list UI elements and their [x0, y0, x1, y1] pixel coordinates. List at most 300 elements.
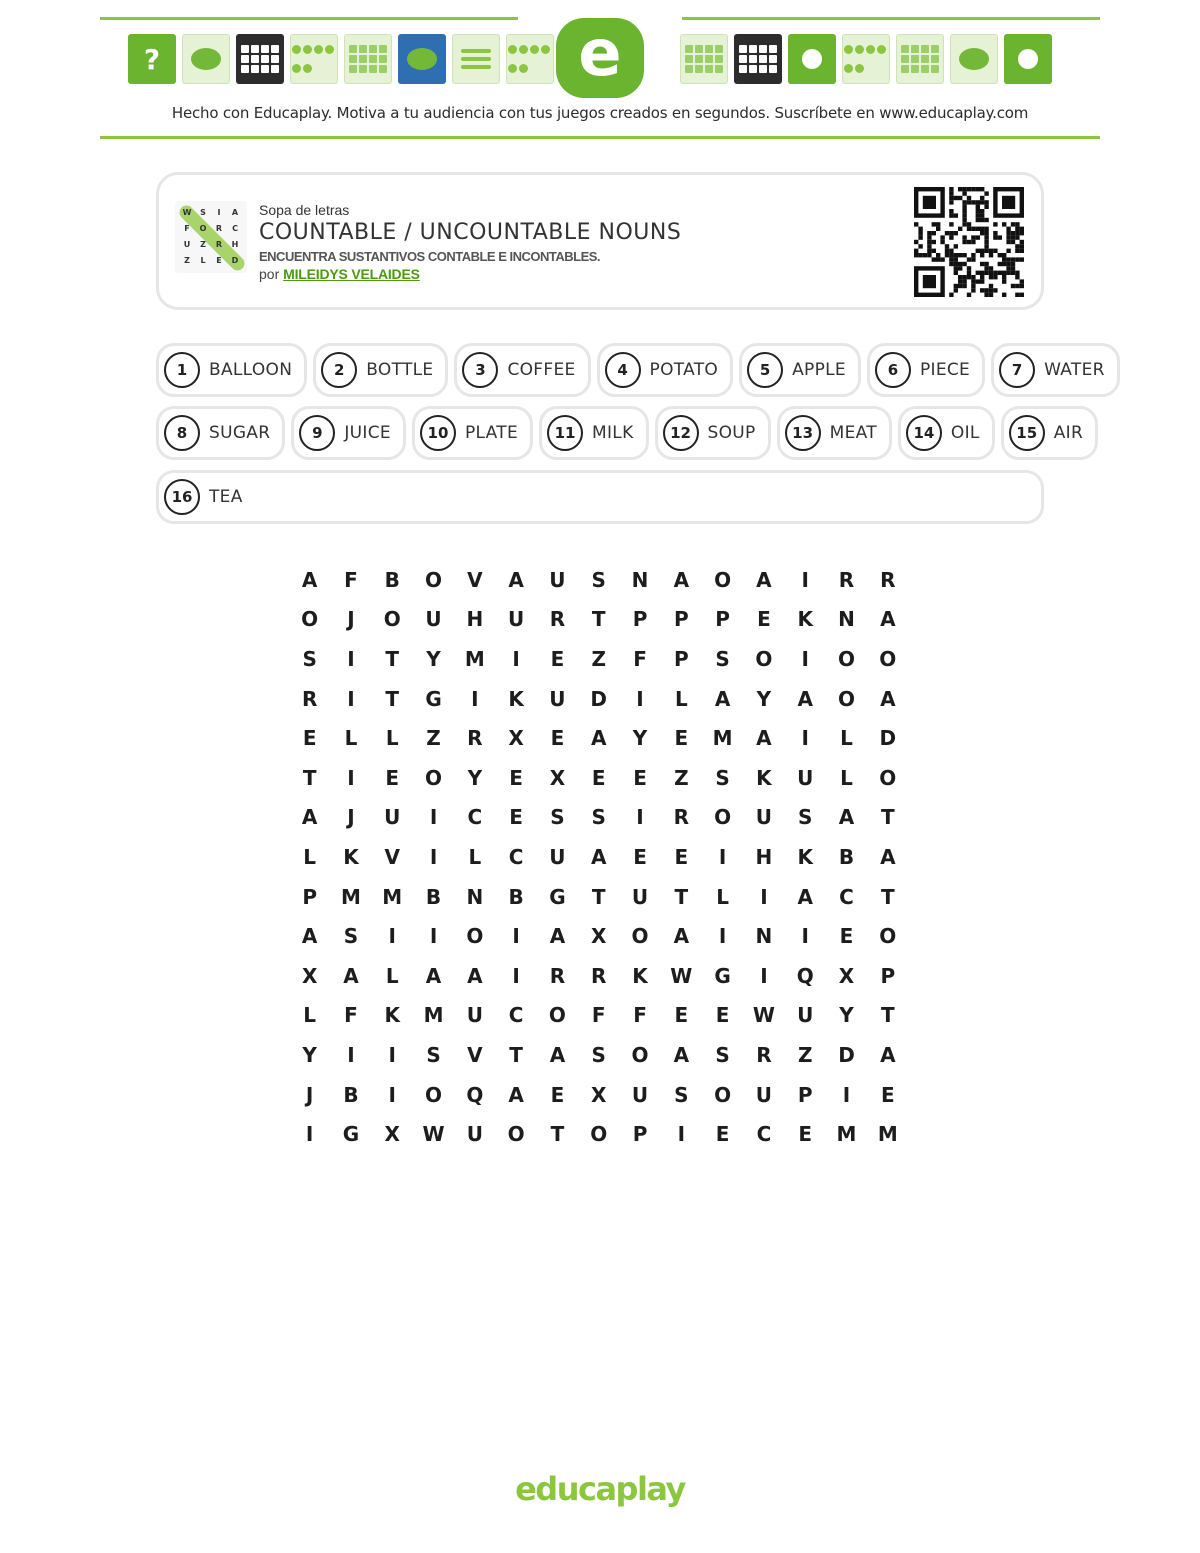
grid-letter[interactable]: E — [550, 1082, 565, 1107]
qr-module — [1006, 266, 1010, 270]
grid-letter[interactable]: O — [301, 607, 319, 632]
grid-letter[interactable]: O — [425, 1082, 443, 1107]
grid-letter[interactable]: R — [756, 1042, 772, 1067]
grid-letter[interactable]: A — [880, 686, 896, 711]
grid-letter[interactable]: W — [752, 1003, 775, 1028]
grid-letter[interactable]: D — [879, 726, 897, 751]
qr-module — [940, 235, 944, 239]
qr-module — [932, 240, 936, 244]
grid-letter[interactable]: O — [631, 924, 649, 949]
grid-letter[interactable]: Z — [426, 726, 441, 751]
grid-letter[interactable]: S — [426, 1042, 441, 1067]
grid-letter[interactable]: X — [549, 765, 566, 790]
qr-module — [980, 249, 984, 253]
grid-letter[interactable]: T — [385, 686, 400, 711]
grid-letter[interactable]: S — [674, 1082, 689, 1107]
crossword-icon — [236, 34, 284, 84]
grid-letter[interactable]: U — [755, 1082, 773, 1107]
grid-letter[interactable]: E — [509, 805, 523, 830]
word-number: 4 — [605, 352, 641, 388]
grid-letter[interactable]: O — [466, 924, 484, 949]
grid-letter[interactable]: T — [550, 1122, 565, 1147]
banner-bottom-line — [100, 136, 1100, 139]
grid-letter[interactable]: G — [425, 686, 442, 711]
grid-letter[interactable]: O — [879, 646, 897, 671]
grid-letter[interactable]: I — [347, 686, 355, 711]
grid-letter[interactable]: I — [718, 924, 727, 949]
grid-letter[interactable]: E — [302, 726, 317, 751]
grid-letter[interactable]: K — [384, 1003, 400, 1028]
grid-letter[interactable]: V — [384, 844, 400, 869]
grid-letter[interactable]: U — [797, 765, 814, 790]
qr-module — [967, 240, 971, 244]
grid-letter[interactable]: G — [549, 884, 566, 909]
grid-letter[interactable]: O — [548, 1003, 566, 1028]
grid-letter[interactable]: I — [636, 686, 644, 711]
qr-module — [967, 196, 971, 200]
word-label: AIR — [1053, 423, 1084, 443]
grid-letter[interactable]: B — [343, 1082, 359, 1107]
grid-letter[interactable]: T — [385, 646, 400, 671]
grid-letter[interactable]: L — [468, 844, 482, 869]
grid-letter[interactable]: Q — [796, 963, 814, 988]
grid-letter[interactable]: L — [385, 726, 399, 751]
grid-letter[interactable]: E — [509, 765, 523, 790]
qr-module — [945, 249, 949, 253]
qr-module — [1006, 231, 1010, 235]
qr-module — [1015, 284, 1019, 288]
grid-letter[interactable]: M — [382, 884, 403, 909]
grid-letter[interactable]: R — [880, 567, 896, 592]
icon-letter: D — [231, 256, 239, 265]
grid-letter[interactable]: A — [797, 686, 813, 711]
grid-letter[interactable]: H — [466, 607, 484, 632]
grid-letter[interactable]: T — [302, 765, 317, 790]
qr-module — [954, 284, 958, 288]
qr-module — [958, 187, 962, 191]
grid-letter[interactable]: Z — [797, 1042, 813, 1067]
grid-letter[interactable]: E — [757, 607, 771, 632]
author-link[interactable]: MILEIDYS VELAIDES — [283, 266, 420, 282]
grid-letter[interactable]: S — [591, 567, 606, 592]
grid-letter[interactable]: U — [549, 567, 566, 592]
grid-letter[interactable]: L — [344, 726, 358, 751]
grid-letter[interactable]: E — [839, 924, 854, 949]
grid-letter[interactable]: C — [508, 1003, 524, 1028]
grid-letter[interactable]: J — [347, 607, 355, 632]
grid-letter[interactable]: X — [508, 726, 524, 751]
grid-letter[interactable]: L — [840, 726, 853, 751]
grid-letter[interactable]: T — [591, 607, 606, 632]
qr-module — [984, 271, 988, 275]
grid-letter[interactable]: S — [715, 1042, 730, 1067]
grid-letter[interactable]: E — [550, 726, 565, 751]
grid-letter[interactable]: T — [591, 884, 606, 909]
grid-letter[interactable]: I — [512, 924, 520, 949]
grid-letter[interactable]: G — [714, 963, 731, 988]
grid-letter[interactable]: N — [755, 924, 773, 949]
qr-module — [962, 222, 966, 226]
author-prefix: por — [259, 266, 280, 282]
grid-letter[interactable]: S — [715, 646, 730, 671]
grid-letter[interactable]: I — [677, 1122, 686, 1147]
grid-letter[interactable]: O — [631, 1042, 649, 1067]
word-number: 13 — [785, 415, 821, 451]
grid-letter[interactable]: S — [715, 765, 730, 790]
grid-letter[interactable]: E — [633, 844, 647, 869]
qr-module — [984, 227, 988, 231]
grid-letter[interactable]: R — [673, 805, 690, 830]
grid-letter[interactable]: W — [670, 963, 693, 988]
grid-letter[interactable]: I — [347, 646, 355, 671]
qr-module — [1002, 257, 1006, 261]
grid-letter[interactable]: R — [467, 726, 483, 751]
grid-letter[interactable]: A — [508, 567, 524, 592]
grid-letter[interactable]: I — [842, 1082, 851, 1107]
grid-letter[interactable]: I — [305, 1122, 314, 1147]
grid-letter[interactable]: U — [549, 686, 566, 711]
grid-letter[interactable]: M — [464, 646, 485, 671]
grid-letter[interactable]: P — [632, 607, 648, 632]
grid-letter[interactable]: F — [633, 646, 647, 671]
grid-letter[interactable]: A — [467, 963, 483, 988]
grid-letter[interactable]: I — [388, 1082, 396, 1107]
grid-letter[interactable]: O — [879, 765, 897, 790]
icon-letter: R — [215, 240, 223, 249]
grid-letter[interactable]: I — [760, 884, 768, 909]
grid-letter[interactable]: B — [508, 884, 524, 909]
grid-letter[interactable]: V — [467, 567, 483, 592]
qr-module — [971, 200, 975, 204]
grid-letter[interactable]: F — [591, 1003, 606, 1028]
qr-module — [1002, 275, 1006, 279]
grid-letter[interactable]: I — [512, 646, 520, 671]
grid-letter[interactable]: C — [467, 805, 483, 830]
grid-letter[interactable]: O — [714, 805, 732, 830]
grid-letter[interactable]: S — [591, 805, 606, 830]
grid-letter[interactable]: Y — [632, 726, 648, 751]
grid-letter[interactable]: C — [839, 884, 854, 909]
grid-letter[interactable]: I — [471, 686, 479, 711]
grid-letter[interactable]: I — [801, 924, 809, 949]
grid-letter[interactable]: S — [302, 646, 317, 671]
grid-letter[interactable]: U — [755, 805, 773, 830]
qr-module — [918, 227, 922, 231]
grid-letter[interactable]: A — [301, 805, 318, 830]
qr-module — [949, 200, 953, 204]
word-number: 5 — [747, 352, 783, 388]
grid-letter[interactable]: B — [384, 567, 400, 592]
grid-letter[interactable]: I — [429, 805, 438, 830]
grid-letter[interactable]: N — [466, 884, 484, 909]
grid-letter[interactable]: E — [880, 1082, 895, 1107]
grid-letter[interactable]: I — [388, 1042, 396, 1067]
grid-letter[interactable]: U — [797, 1003, 814, 1028]
qr-module — [980, 187, 984, 191]
grid-letter[interactable]: J — [305, 1082, 314, 1107]
grid-letter[interactable]: L — [716, 884, 729, 909]
qr-module — [1011, 284, 1015, 288]
grid-letter[interactable]: S — [343, 924, 359, 949]
grid-letter[interactable]: B — [838, 844, 855, 869]
grid-letter[interactable]: O — [838, 686, 856, 711]
qr-module — [993, 249, 997, 253]
grid-letter[interactable]: A — [590, 844, 607, 869]
word-label: MEAT — [829, 423, 877, 443]
grid-letter[interactable]: A — [797, 884, 813, 909]
grid-letter[interactable]: K — [797, 844, 813, 869]
grid-letter[interactable]: A — [549, 924, 566, 949]
qr-module — [998, 262, 1002, 266]
grid-letter[interactable]: Y — [467, 765, 483, 790]
grid-letter[interactable]: E — [715, 1122, 730, 1147]
grid-letter[interactable]: A — [714, 686, 731, 711]
grid-letter[interactable]: O — [425, 765, 443, 790]
grid-letter[interactable]: O — [590, 1122, 608, 1147]
grid-letter[interactable]: D — [590, 686, 608, 711]
grid-letter[interactable]: T — [509, 1042, 523, 1067]
grid-letter[interactable]: F — [344, 567, 358, 592]
grid-letter[interactable]: O — [838, 646, 856, 671]
grid-letter[interactable]: P — [715, 607, 730, 632]
grid-letter[interactable]: O — [507, 1122, 525, 1147]
grid-letter[interactable]: H — [755, 844, 773, 869]
grid-letter[interactable]: Q — [466, 1082, 484, 1107]
grid-letter[interactable]: Z — [674, 765, 689, 790]
grid-letter[interactable]: L — [303, 844, 317, 869]
grid-letter[interactable]: I — [429, 844, 438, 869]
grid-letter[interactable]: U — [631, 884, 649, 909]
qr-module — [984, 240, 988, 244]
qr-module — [976, 227, 980, 231]
grid-letter[interactable]: A — [880, 607, 896, 632]
qr-module — [971, 279, 975, 283]
icon-letter: E — [216, 256, 222, 265]
grid-letter[interactable]: M — [423, 1003, 444, 1028]
grid-letter[interactable]: A — [838, 805, 855, 830]
grid-letter[interactable]: R — [549, 963, 566, 988]
grid-letter[interactable]: A — [756, 726, 772, 751]
grid-letter[interactable]: R — [549, 607, 566, 632]
grid-letter[interactable]: A — [425, 963, 442, 988]
grid-letter[interactable]: A — [673, 1042, 690, 1067]
grid-letter[interactable]: E — [674, 844, 689, 869]
grid-letter[interactable]: T — [880, 884, 895, 909]
grid-letter[interactable]: E — [674, 726, 689, 751]
grid-letter[interactable]: A — [880, 844, 896, 869]
educaplay-logo-badge[interactable] — [556, 18, 644, 98]
grid-letter[interactable]: K — [797, 607, 813, 632]
grid-letter[interactable]: I — [347, 765, 355, 790]
grid-letter[interactable]: N — [838, 607, 855, 632]
grid-letter[interactable]: R — [301, 686, 318, 711]
grid-letter[interactable]: S — [550, 805, 565, 830]
grid-letter[interactable]: N — [631, 567, 649, 592]
grid-letter[interactable]: I — [718, 844, 727, 869]
grid-letter[interactable]: X — [591, 1082, 607, 1107]
qr-module — [1002, 279, 1006, 283]
qr-module — [967, 227, 971, 231]
grid-letter[interactable]: I — [347, 1042, 355, 1067]
activity-description: ENCUENTRA SUSTANTIVOS CONTABLE E INCONTABLES. — [259, 249, 601, 264]
grid-letter[interactable]: L — [385, 963, 399, 988]
grid-letter[interactable]: C — [508, 844, 524, 869]
grid-letter[interactable]: W — [422, 1122, 445, 1147]
grid-letter[interactable]: A — [508, 1082, 524, 1107]
qr-module — [932, 222, 936, 226]
word-chip — [1001, 406, 1098, 460]
qr-module — [918, 244, 922, 248]
qr-module — [962, 187, 966, 191]
banner-top-line-right — [682, 17, 1100, 20]
word-number: 11 — [547, 415, 583, 451]
qr-module — [989, 288, 993, 292]
grid-letter[interactable]: F — [633, 1003, 647, 1028]
grid-letter[interactable]: T — [880, 805, 895, 830]
activity-title: COUNTABLE / UNCOUNTABLE NOUNS — [259, 220, 682, 245]
grid-letter[interactable]: Y — [756, 686, 772, 711]
grid-letter[interactable]: X — [591, 924, 607, 949]
grid-letter[interactable]: P — [302, 884, 317, 909]
word-label: OIL — [950, 423, 980, 443]
grid-letter[interactable]: X — [384, 1122, 400, 1147]
grid-letter[interactable]: F — [344, 1003, 358, 1028]
grid-letter[interactable]: J — [347, 805, 355, 830]
grid-letter[interactable]: I — [801, 567, 809, 592]
grid-letter[interactable]: G — [342, 1122, 360, 1147]
grid-letter[interactable]: M — [836, 1122, 857, 1147]
grid-letter[interactable]: I — [388, 924, 396, 949]
qr-module — [954, 266, 958, 270]
grid-letter[interactable]: L — [303, 1003, 317, 1028]
grid-letter[interactable]: M — [340, 884, 361, 909]
qr-module — [993, 275, 997, 279]
grid-letter[interactable]: O — [425, 567, 443, 592]
matching-icon — [182, 34, 230, 84]
grid-letter[interactable]: D — [838, 1042, 855, 1067]
word-number: 9 — [299, 415, 335, 451]
grid-letter[interactable]: X — [838, 963, 855, 988]
grid-letter[interactable]: P — [673, 646, 689, 671]
grid-letter[interactable]: X — [301, 963, 318, 988]
grid-letter[interactable]: E — [798, 1122, 813, 1147]
grid-letter[interactable]: K — [756, 765, 772, 790]
grid-letter[interactable]: P — [880, 963, 896, 988]
grid-letter[interactable]: P — [673, 607, 689, 632]
word-chip — [898, 406, 995, 460]
qr-module — [1006, 249, 1010, 253]
qr-module — [932, 231, 936, 235]
qr-module — [962, 191, 966, 195]
grid-letter[interactable]: K — [343, 844, 359, 869]
qr-module — [1011, 231, 1015, 235]
grid-letter[interactable]: I — [636, 805, 644, 830]
grid-letter[interactable]: P — [797, 1082, 813, 1107]
grid-letter[interactable]: O — [755, 646, 773, 671]
grid-letter[interactable]: O — [714, 567, 732, 592]
grid-letter[interactable]: A — [549, 1042, 566, 1067]
grid-letter[interactable]: I — [801, 646, 809, 671]
grid-letter[interactable]: K — [508, 686, 524, 711]
grid-letter[interactable]: U — [631, 1082, 649, 1107]
grid-letter[interactable]: I — [429, 924, 438, 949]
grid-letter[interactable]: E — [385, 765, 400, 790]
grid-letter[interactable]: R — [591, 963, 607, 988]
word-chip — [539, 406, 649, 460]
word-chip — [454, 343, 590, 397]
word-number: 1 — [164, 352, 200, 388]
grid-letter[interactable]: Y — [426, 646, 441, 671]
grid-letter[interactable]: A — [673, 567, 690, 592]
grid-letter[interactable]: Y — [839, 1003, 854, 1028]
grid-letter[interactable]: O — [383, 607, 401, 632]
grid-letter[interactable]: E — [591, 765, 606, 790]
grid-letter[interactable]: T — [880, 1003, 895, 1028]
quiz-icon — [128, 34, 176, 84]
qr-module — [958, 253, 962, 257]
grid-letter[interactable]: U — [508, 607, 525, 632]
qr-module — [954, 244, 958, 248]
grid-letter[interactable]: U — [425, 607, 442, 632]
qr-module — [1020, 293, 1024, 297]
qr-module — [980, 227, 984, 231]
grid-letter[interactable]: A — [880, 1042, 896, 1067]
grid-letter[interactable]: A — [301, 567, 318, 592]
grid-letter[interactable]: R — [838, 567, 855, 592]
grid-letter[interactable]: M — [877, 1122, 898, 1147]
qr-module — [949, 293, 953, 297]
word-label: PIECE — [919, 360, 971, 380]
grid-letter[interactable]: M — [712, 726, 733, 751]
grid-letter[interactable]: E — [715, 1003, 730, 1028]
grid-letter[interactable]: L — [840, 765, 853, 790]
grid-letter[interactable]: Y — [302, 1042, 317, 1067]
grid-letter[interactable]: T — [674, 884, 689, 909]
grid-letter[interactable]: U — [466, 1122, 483, 1147]
grid-letter[interactable]: O — [714, 1082, 732, 1107]
grid-letter[interactable]: U — [466, 1003, 483, 1028]
grid-letter[interactable]: P — [632, 1122, 648, 1147]
grid-letter[interactable]: I — [801, 726, 809, 751]
grid-letter[interactable]: B — [425, 884, 442, 909]
icon-letter: W — [182, 208, 192, 217]
grid-letter[interactable]: A — [673, 924, 690, 949]
grid-letter[interactable]: E — [550, 646, 565, 671]
grid-letter[interactable]: I — [760, 963, 768, 988]
relate-columns-icon-graphic — [685, 45, 723, 73]
grid-letter[interactable]: V — [467, 1042, 483, 1067]
grid-letter[interactable]: S — [798, 805, 813, 830]
grid-letter[interactable]: S — [591, 1042, 606, 1067]
grid-letter[interactable]: E — [633, 765, 647, 790]
grid-letter[interactable]: A — [343, 963, 359, 988]
grid-letter[interactable]: L — [674, 686, 688, 711]
word-list-row-2 — [156, 406, 1084, 460]
grid-letter[interactable]: A — [301, 924, 318, 949]
grid-letter[interactable]: A — [756, 567, 772, 592]
icon-letter: F — [184, 224, 190, 233]
grid-letter[interactable]: Z — [591, 646, 606, 671]
grid-letter[interactable]: C — [756, 1122, 772, 1147]
grid-letter[interactable]: I — [512, 963, 520, 988]
grid-letter[interactable]: K — [632, 963, 648, 988]
grid-letter[interactable]: A — [590, 726, 607, 751]
grid-letter[interactable]: U — [384, 805, 401, 830]
grid-letter[interactable]: E — [674, 1003, 689, 1028]
grid-letter[interactable]: O — [879, 924, 897, 949]
alphabet-wheel-icon-graphic — [739, 45, 777, 73]
grid-letter[interactable]: U — [549, 844, 566, 869]
